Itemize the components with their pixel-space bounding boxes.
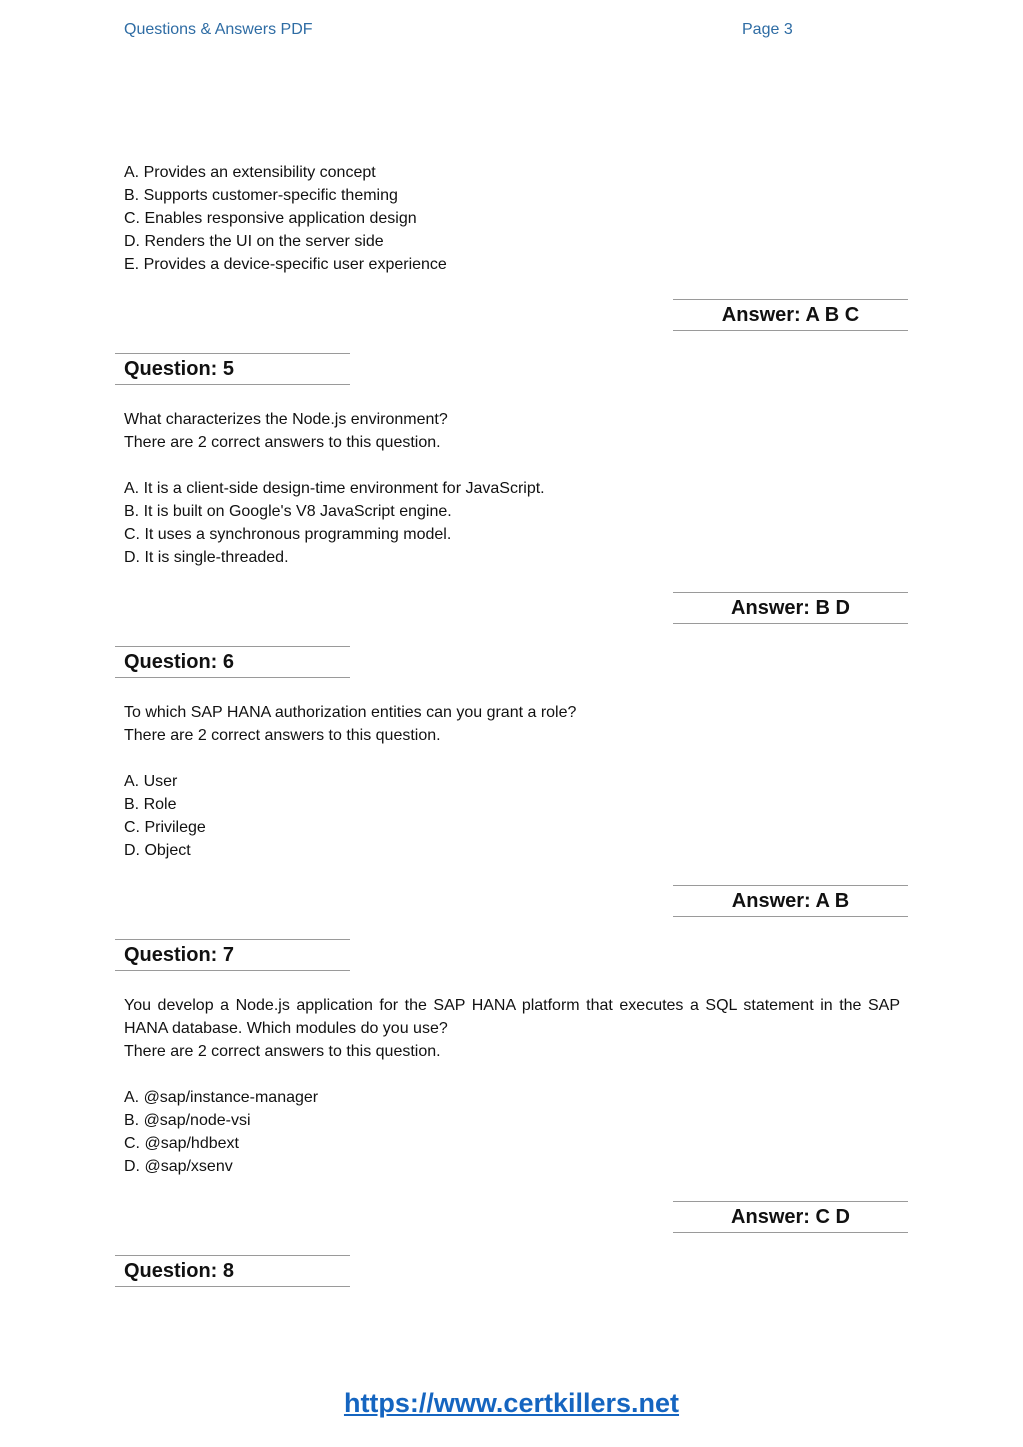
question-7-title: Question: 7 [124, 944, 235, 966]
question-7-answer: Answer: C D [673, 1201, 908, 1233]
question-note: There are 2 correct answers to this question. [124, 727, 441, 744]
page-header [0, 21, 1023, 43]
question-8-title: Question: 8 [124, 1260, 235, 1282]
question-8-heading [115, 1255, 350, 1287]
question-5-heading [115, 353, 350, 385]
option-b: B. Role [124, 796, 177, 813]
question-text: What characterizes the Node.js environment? [124, 411, 448, 428]
option-e: E. Provides a device-specific user experience [124, 256, 447, 273]
question-5-options [124, 477, 545, 569]
option-a: A. Provides an extensibility concept [124, 164, 376, 181]
question-7-heading [115, 939, 350, 971]
question-6-options [124, 770, 206, 862]
option-d: D. @sap/xsenv [124, 1158, 233, 1175]
question-6-heading [115, 646, 350, 678]
question-text: To which SAP HANA authorization entities can you grant a role? [124, 704, 577, 721]
option-c: C. Privilege [124, 819, 206, 836]
option-a: A. @sap/instance-manager [124, 1089, 319, 1106]
question-5-prompt [124, 408, 900, 454]
option-a: A. It is a client-side design-time environment for JavaScript. [124, 480, 545, 497]
document-title: Questions & Answers PDF [124, 21, 313, 38]
question-4-options [124, 161, 447, 276]
option-c: C. Enables responsive application design [124, 210, 417, 227]
question-note: There are 2 correct answers to this question. [124, 1043, 441, 1060]
option-d: D. Object [124, 842, 191, 859]
footer-website-link[interactable]: https://www.certkillers.net [343, 1388, 680, 1418]
option-d: D. It is single-threaded. [124, 549, 289, 566]
option-c: C. @sap/hdbext [124, 1135, 239, 1152]
option-d: D. Renders the UI on the server side [124, 233, 384, 250]
page-number: Page 3 [742, 21, 793, 38]
question-6-answer: Answer: A B [673, 885, 908, 917]
option-a: A. User [124, 773, 178, 790]
question-7-prompt [124, 994, 900, 1063]
option-c: C. It uses a synchronous programming model. [124, 526, 452, 543]
question-5-title: Question: 5 [124, 358, 235, 380]
option-b: B. Supports customer-specific theming [124, 187, 398, 204]
question-text: You develop a Node.js application for the SAP HANA platform that executes a SQL statement in the SAP HANA database. Which modules do you use? [124, 997, 900, 1037]
question-7-options [124, 1086, 318, 1178]
question-5-answer: Answer: B D [673, 592, 908, 624]
option-b: B. It is built on Google's V8 JavaScript engine. [124, 503, 452, 520]
question-note: There are 2 correct answers to this question. [124, 434, 441, 451]
question-4-answer: Answer: A B C [673, 299, 908, 331]
question-6-prompt [124, 701, 900, 747]
question-6-title: Question: 6 [124, 651, 235, 673]
option-b: B. @sap/node-vsi [124, 1112, 251, 1129]
